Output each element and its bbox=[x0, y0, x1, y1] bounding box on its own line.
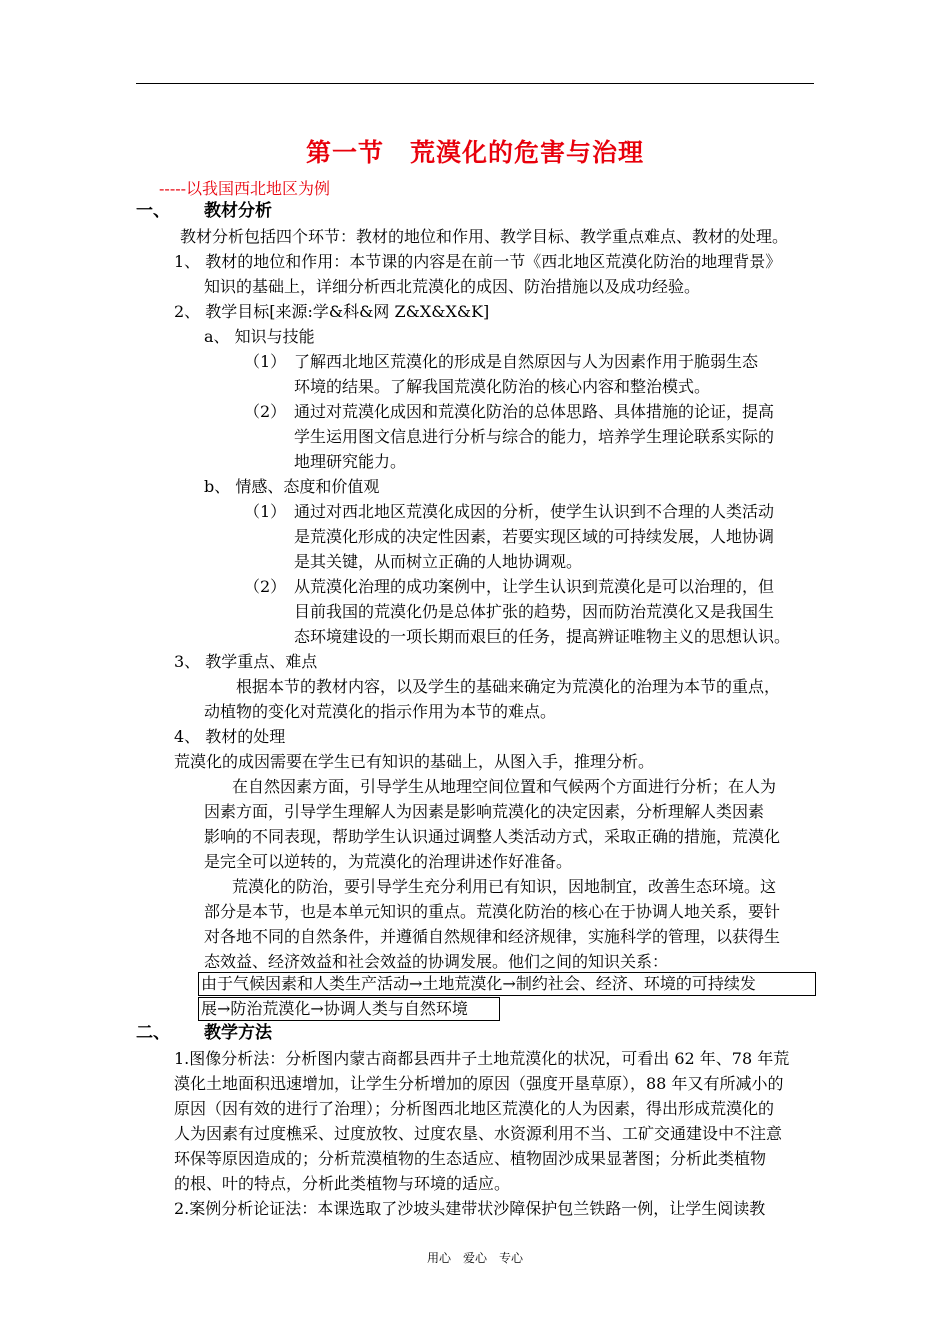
method-1-line-4: 人为因素有过度樵采、过度放牧、过度农垦、水资源利用不当、工矿交通建设中不注意 bbox=[174, 1124, 783, 1143]
header-rule bbox=[136, 83, 814, 84]
a1-line-2: 环境的结果。了解我国荒漠化防治的核心内容和整治模式。 bbox=[294, 377, 711, 396]
method-1-line-6: 的根、叶的特点，分析此类植物与环境的适应。 bbox=[174, 1174, 511, 1193]
a2-line-3: 地理研究能力。 bbox=[294, 452, 407, 471]
page-footer: 用心 爱心 专心 bbox=[426, 1251, 523, 1265]
item-4-p2-line-2: 因素方面，引导学生理解人为因素是影响荒漠化的决定因素，分析理解人类因素 bbox=[204, 802, 765, 821]
b1-number: （1） bbox=[244, 502, 287, 521]
item-4-p3-line-1: 荒漠化的防治，要引导学生充分利用已有知识，因地制宜，改善生态环境。这 bbox=[232, 877, 777, 896]
section-2-heading: 教学方法 bbox=[204, 1023, 272, 1043]
b2-line-3: 态环境建设的一项长期而艰巨的任务，提高辨证唯物主义的思想认识。 bbox=[294, 627, 791, 646]
b1-line-2: 是荒漠化形成的决定性因素，若要实现区域的可持续发展，人地协调 bbox=[294, 527, 775, 546]
item-2-heading: 2、 教学目标[来源:学&科&网 Z&X&X&K] bbox=[174, 302, 490, 321]
item-4-p2-line-4: 是完全可以逆转的，为荒漠化的治理讲述作好准备。 bbox=[204, 852, 573, 871]
section-1-number: 一、 bbox=[136, 201, 170, 221]
b2-line-2: 目前我国的荒漠化仍是总体扩张的趋势，因而防治荒漠化又是我国生 bbox=[294, 602, 775, 621]
item-4-paragraph-1: 荒漠化的成因需要在学生已有知识的基础上，从图入手，推理分析。 bbox=[174, 752, 655, 771]
item-1-line-2: 知识的基础上，详细分析西北荒漠化的成因、防治措施以及成功经验。 bbox=[204, 277, 701, 296]
item-3-line-2: 动植物的变化对荒漠化的指示作用为本节的难点。 bbox=[204, 702, 557, 721]
b2-number: （2） bbox=[244, 577, 287, 596]
b2-line-1: 从荒漠化治理的成功案例中，让学生认识到荒漠化是可以治理的，但 bbox=[294, 577, 775, 596]
item-3-heading: 3、 教学重点、难点 bbox=[174, 652, 318, 671]
page-subtitle: -----以我国西北地区为例 bbox=[159, 179, 331, 198]
a1-number: （1） bbox=[244, 352, 287, 371]
subsection-b-heading: b、 情感、态度和价值观 bbox=[204, 477, 380, 496]
method-1-line-5: 环保等原因造成的；分析荒漠植物的生态适应、植物固沙成果显著图；分析此类植物 bbox=[174, 1149, 767, 1168]
a1-line-1: 了解西北地区荒漠化的形成是自然原因与人为因素作用于脆弱生态 bbox=[294, 352, 759, 371]
relation-box-line-2: 展→防治荒漠化→协调人类与自然环境 bbox=[198, 997, 500, 1021]
b1-line-3: 是其关键，从而树立正确的人地协调观。 bbox=[294, 552, 583, 571]
method-1-line-2: 漠化土地面积迅速增加，让学生分析增加的原因（强度开垦草原），88 年又有所减小的 bbox=[174, 1074, 784, 1093]
item-4-p3-line-3: 对各地不同的自然条件，并遵循自然规律和经济规律，实施科学的管理，以获得生 bbox=[204, 927, 781, 946]
section-1-heading: 教材分析 bbox=[204, 201, 272, 221]
a2-line-1: 通过对荒漠化成因和荒漠化防治的总体思路、具体措施的论证，提高 bbox=[294, 402, 775, 421]
item-4-p2-line-3: 影响的不同表现，帮助学生认识通过调整人类活动方式，采取正确的措施，荒漠化 bbox=[204, 827, 781, 846]
subsection-a-heading: a、 知识与技能 bbox=[204, 327, 315, 346]
page-title: 第一节 荒漠化的危害与治理 bbox=[305, 138, 644, 167]
item-4-p2-line-1: 在自然因素方面，引导学生从地理空间位置和气候两个方面进行分析；在人为 bbox=[232, 777, 777, 796]
section-2-number: 二、 bbox=[136, 1023, 170, 1043]
relation-box-line-1: 由于气候因素和人类生产活动→土地荒漠化→制约社会、经济、环境的可持续发 bbox=[198, 972, 816, 996]
section-1-intro: 教材分析包括四个环节：教材的地位和作用、教学目标、教学重点难点、教材的处理。 bbox=[180, 227, 789, 246]
item-4-p3-line-4: 态效益、经济效益和社会效益的协调发展。他们之间的知识关系： bbox=[204, 952, 669, 971]
b1-line-1: 通过对西北地区荒漠化成因的分析，使学生认识到不合理的人类活动 bbox=[294, 502, 775, 521]
item-1-line-1: 1、 教材的地位和作用：本节课的内容是在前一节《西北地区荒漠化防治的地理背景》 bbox=[174, 252, 782, 271]
method-2-line-1: 2.案例分析论证法：本课选取了沙坡头建带状沙障保护包兰铁路一例，让学生阅读教 bbox=[174, 1199, 766, 1218]
a2-number: （2） bbox=[244, 402, 287, 421]
item-4-heading: 4、 教材的处理 bbox=[174, 727, 286, 746]
method-1-line-3: 原因（因有效的进行了治理）；分析图西北地区荒漠化的人为因素，得出形成荒漠化的 bbox=[174, 1099, 775, 1118]
a2-line-2: 学生运用图文信息进行分析与综合的能力，培养学生理论联系实际的 bbox=[294, 427, 775, 446]
item-4-p3-line-2: 部分是本节，也是本单元知识的重点。荒漠化防治的核心在于协调人地关系，要针 bbox=[204, 902, 781, 921]
method-1-line-1: 1.图像分析法：分析图内蒙古商都县西井子土地荒漠化的状况，可看出 62 年、78 年荒 bbox=[174, 1049, 790, 1068]
item-3-line-1: 根据本节的教材内容，以及学生的基础来确定为荒漠化的治理为本节的重点， bbox=[236, 677, 781, 696]
